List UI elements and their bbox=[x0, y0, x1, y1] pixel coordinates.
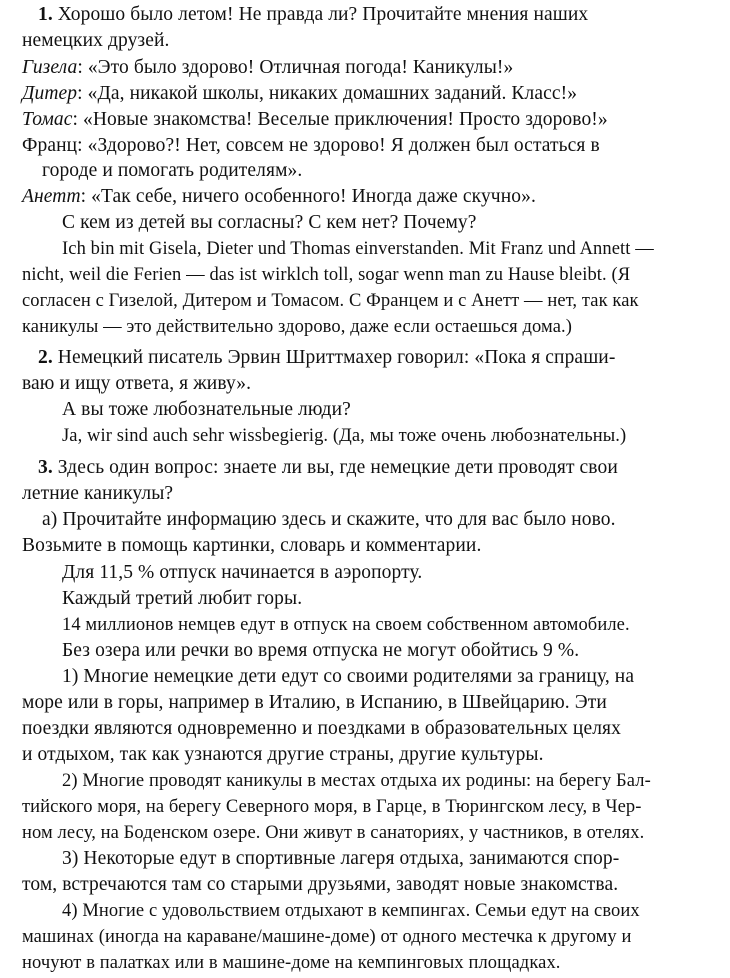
ex1-answer-ru-line-2: каникулы — это действительно здорово, даже если остаешься дома.) bbox=[22, 317, 572, 337]
ex3-para-1-line-4: и отдыхом, так как узнаются другие страны, другие культуры. bbox=[22, 744, 544, 765]
ex3-para-2-line-1: 2) Многие проводят каникулы в местах отдыха их родины: на берегу Бал- bbox=[62, 771, 651, 791]
ex3-task-a-line-1: а) Прочитайте информацию здесь и скажите, что для вас было ново. bbox=[42, 509, 616, 530]
ex1-answer-de-line-1: Ich bin mit Gisela, Dieter und Thomas einverstanden. Mit Franz und Annett — bbox=[62, 239, 654, 259]
ex3-para-1-line-1: 1) Многие немецкие дети едут со своими родителями за границу, на bbox=[62, 666, 635, 687]
speaker-thomas: Томас bbox=[22, 109, 73, 130]
ex3-fact-2: Каждый третий любит горы. bbox=[62, 588, 303, 609]
ex2-number: 2. bbox=[38, 347, 53, 368]
ex3-line-2: летние каникулы? bbox=[22, 483, 174, 504]
ex3-line-1 bbox=[38, 455, 618, 481]
ex2-line-2: ваю и ищу ответа, я живу». bbox=[22, 373, 252, 394]
ex3-para-4-line-1: 4) Многие с удовольствием отдыхают в кемпингах. Семьи едут на своих bbox=[62, 901, 640, 921]
speaker-gisela: Гизела bbox=[22, 57, 78, 78]
speaker-dieter: Дитер bbox=[22, 83, 78, 104]
dieter-quote: : «Да, никакой школы, никаких домашних заданий. Класс!» bbox=[77, 83, 578, 104]
ex1-thomas-line bbox=[22, 107, 608, 133]
ex3-fact-3: 14 миллионов немцев едут в отпуск на своем собственном автомобиле. bbox=[62, 615, 630, 635]
thomas-quote: : «Новые знакомства! Веселые приключения! Просто здорово!» bbox=[72, 109, 608, 130]
ex3-para-3-line-2: том, встречаются там со старыми друзьями, заводят новые знакомства. bbox=[22, 874, 619, 895]
ex1-franz-line-1: Франц: «Здорово?! Нет, совсем не здорово! Я должен был остаться в bbox=[22, 135, 600, 156]
ex3-para-4-line-3: ночуют в палатках или в машине-доме на кемпинговых площадках. bbox=[22, 953, 561, 973]
ex3-fact-1: Для 11,5 % отпуск начинается в аэропорту. bbox=[62, 562, 423, 583]
ex1-dieter-line bbox=[22, 81, 577, 107]
ex2-answer: Ja, wir sind auch sehr wissbegierig. (Да, мы тоже очень любознательны.) bbox=[62, 426, 627, 446]
ex3-task-a-line-2: Возьмите в помощь картинки, словарь и комментарии. bbox=[22, 535, 482, 556]
ex1-answer-ru-line-1: согласен с Гизелой, Дитером и Томасом. С Францем и с Анетт — нет, так как bbox=[22, 291, 639, 311]
speaker-annett: Анетт bbox=[22, 186, 81, 207]
ex1-annett-line bbox=[22, 184, 536, 210]
ex3-para-1-line-3: поездки являются одновременно и поездками в образовательных целях bbox=[22, 718, 621, 739]
ex3-para-2-line-3: ном лесу, на Боденском озере. Они живут в санаториях, у частников, в отелях. bbox=[22, 823, 645, 843]
ex2-text: Немецкий писатель Эрвин Шриттмахер говорил: «Пока я спраши- bbox=[52, 347, 616, 368]
ex1-intro-line-1 bbox=[38, 2, 588, 28]
ex1-number: 1. bbox=[38, 4, 53, 25]
ex2-line-1 bbox=[38, 345, 615, 371]
ex1-intro-text: Хорошо было летом! Не правда ли? Прочитайте мнения наших bbox=[52, 4, 589, 25]
ex1-answer-de-line-2: nicht, weil die Ferien — das ist wirklch toll, sogar wenn man zu Hause bleibt. (Я bbox=[22, 265, 631, 285]
ex3-fact-4: Без озера или речки во время отпуска не могут обойтись 9 %. bbox=[62, 640, 580, 661]
ex3-para-1-line-2: море или в горы, например в Италию, в Испанию, в Швейцарию. Эти bbox=[22, 692, 607, 713]
ex3-text: Здесь один вопрос: знаете ли вы, где немецкие дети проводят свои bbox=[52, 457, 618, 478]
ex1-franz-line-2: городе и помогать родителям». bbox=[42, 160, 303, 181]
ex3-para-3-line-1: 3) Некоторые едут в спортивные лагеря отдыха, занимаются спор- bbox=[62, 848, 620, 869]
ex3-number: 3. bbox=[38, 457, 53, 478]
ex2-question: А вы тоже любознательные люди? bbox=[62, 399, 351, 420]
gisela-quote: : «Это было здорово! Отличная погода! Каникулы!» bbox=[77, 57, 514, 78]
annett-quote: : «Так себе, ничего особенного! Иногда даже скучно». bbox=[80, 186, 536, 207]
ex3-para-4-line-2: машинах (иногда на караване/машине-доме) от одного местечка к другому и bbox=[22, 927, 632, 947]
ex1-question: С кем из детей вы согласны? С кем нет? Почему? bbox=[62, 212, 477, 233]
ex1-gisela-line bbox=[22, 55, 513, 81]
ex1-intro-line-2: немецких друзей. bbox=[22, 30, 170, 51]
ex3-para-2-line-2: тийского моря, на берегу Северного моря, в Гарце, в Тюрингском лесу, в Чер- bbox=[22, 797, 642, 817]
